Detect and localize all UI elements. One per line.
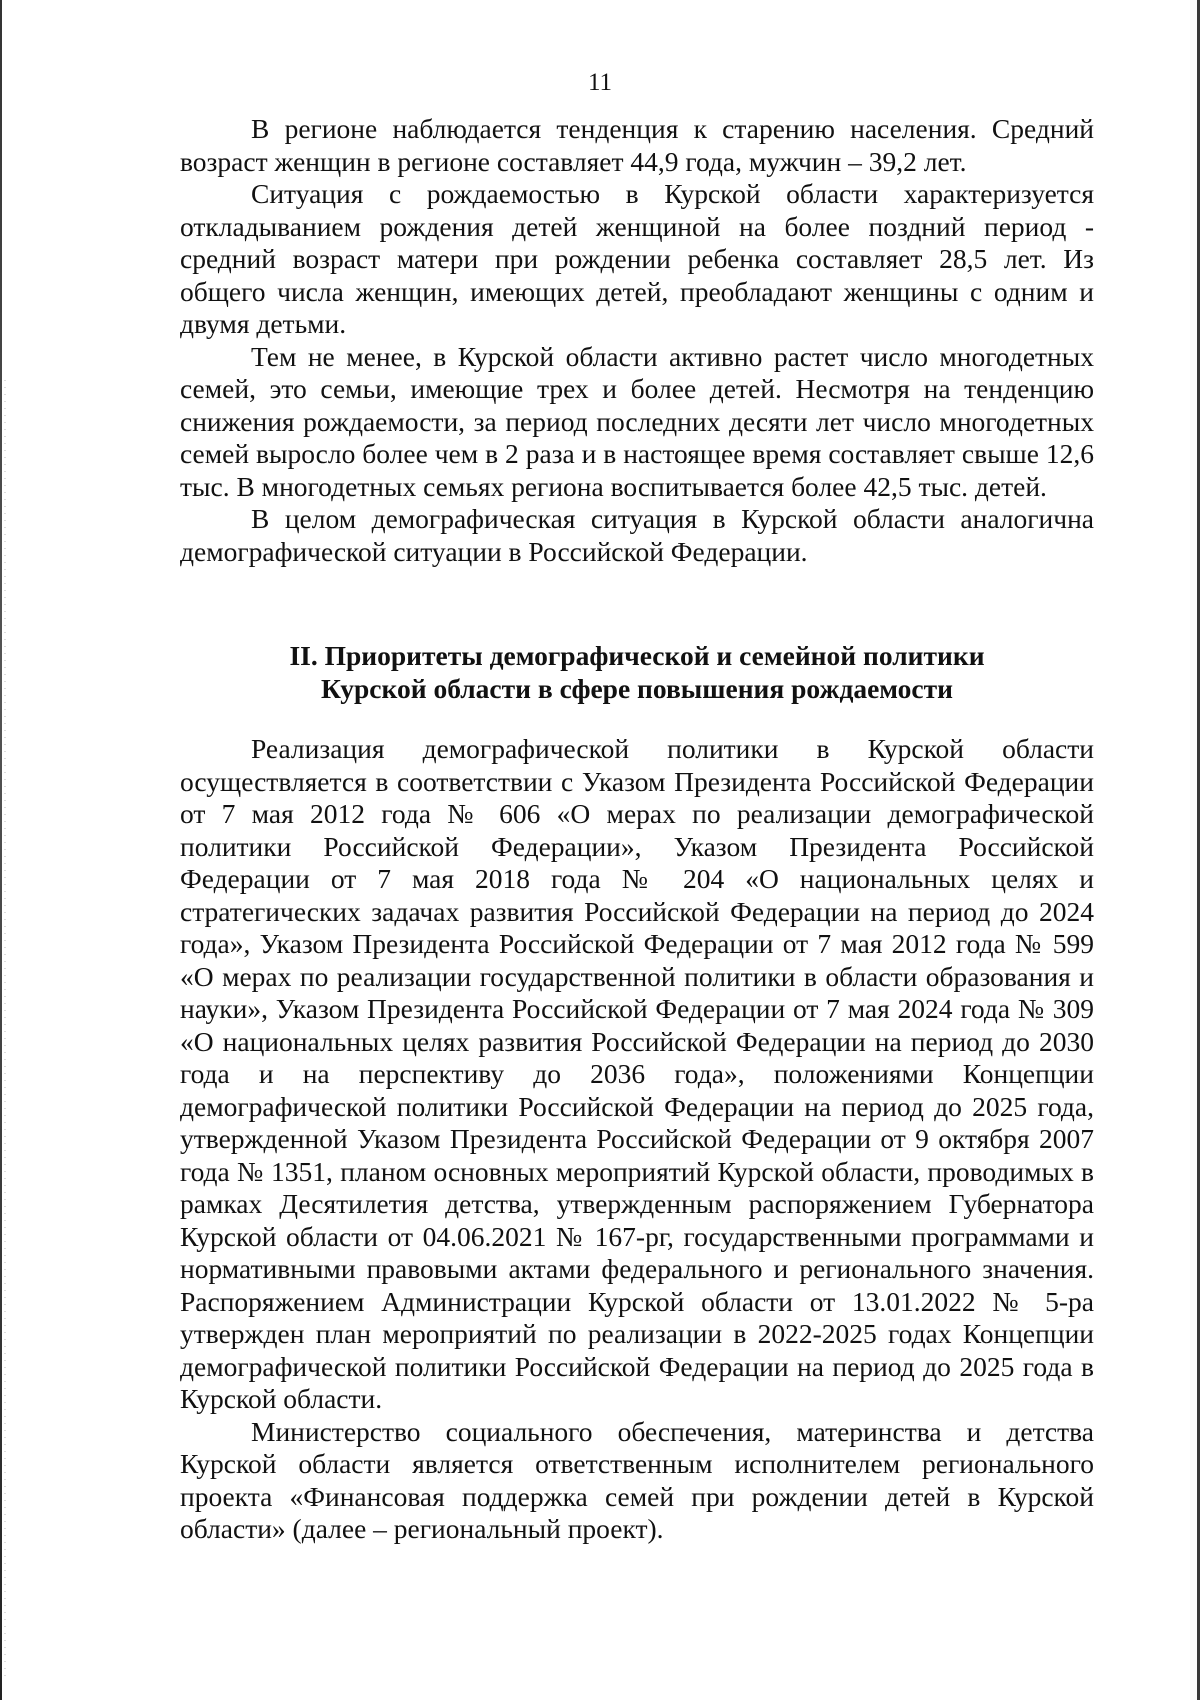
paragraph-population-aging: В регионе наблюдается тенденция к старению населения. Средний возраст женщин в регионе составляет 44,9 года, мужчин – 39,2 лет. <box>180 113 1094 177</box>
intro-text-block <box>180 113 1094 568</box>
section-text-block <box>180 733 1094 1546</box>
page-number: 11 <box>587 69 613 96</box>
scan-margin-speckles <box>4 380 6 1680</box>
section-heading <box>180 639 1094 705</box>
paragraph-ministry-responsibility: Министерство социального обеспечения, материнства и детства Курской области является ответственным исполнителем регионального проекта «Финансовая поддержка семей при рождении детей в Курской области» (далее – региональный проект). <box>180 1415 1094 1544</box>
paragraph-large-families: Тем не менее, в Курской области активно растет число многодетных семей, это семьи, имеющие трех и более детей. Несмотря на тенденцию снижения рождаемости, за период последних десяти лет число многодетных семей выросло более чем в 2 раза и в настоящее время составляет свыше 12,6 тыс. В многодетных семьях региона воспитывается более 42,5 тыс. детей. <box>180 340 1094 502</box>
section-heading-line-1: II. Приоритеты демографической и семейной политики <box>289 640 985 671</box>
paragraph-policy-legal-basis: Реализация демографической политики в Курской области осуществляется в соответствии с Указом Президента Российской Федерации от 7 мая 2012 года № 606 «О мерах по реализации демографической политики Российской Федерации», Указом Президента Российской Федерации от 7 мая 2018 года № 204 «О национальных целях и стратегических задачах развития Российской Федерации на период до 2024 года», Указом Президента Российской Федерации от 7 мая 2012 года № 599 «О мерах по реализации государственной политики в области образования и науки», Указом Президента Российской Федерации от 7 мая 2024 года № 309 «О национальных целях развития Российской Федерации на период до 2030 года и на перспективу до 2036 года», положениями Концепции демографической политики Российской Федерации на период до 2025 года, утвержденной Указом Президента Российской Федерации от 9 октября 2007 года № 1351, планом основных мероприятий Курской области, проводимых в рамках Десятилетия детства, утвержденным распоряжением Губернатора Курской области от 04.06.2021 № 167-рг, государственными программами и нормативными правовыми актами федерального и регионального значения. Распоряжением Администрации Курской области от 13.01.2022 № 5-ра утвержден план мероприятий по реализации в 2022-2025 годах Концепции демографической политики Российской Федерации на период до 2025 года в Курской области. <box>180 733 1094 1414</box>
paragraph-birth-rate-situation: Ситуация с рождаемостью в Курской области характеризуется откладыванием рождения детей женщиной на более поздний период - средний возраст матери при рождении ребенка составляет 28,5 лет. Из общего числа женщин, имеющих детей, преобладают женщины с одним и двумя детьми. <box>180 178 1094 339</box>
section-heading-line-2: Курской области в сфере повышения рождаемости <box>320 673 953 704</box>
paragraph-demographic-summary: В целом демографическая ситуация в Курской области аналогична демографической ситуации в Российской Федерации. <box>180 503 1094 567</box>
scan-edge-left <box>0 0 2 1700</box>
